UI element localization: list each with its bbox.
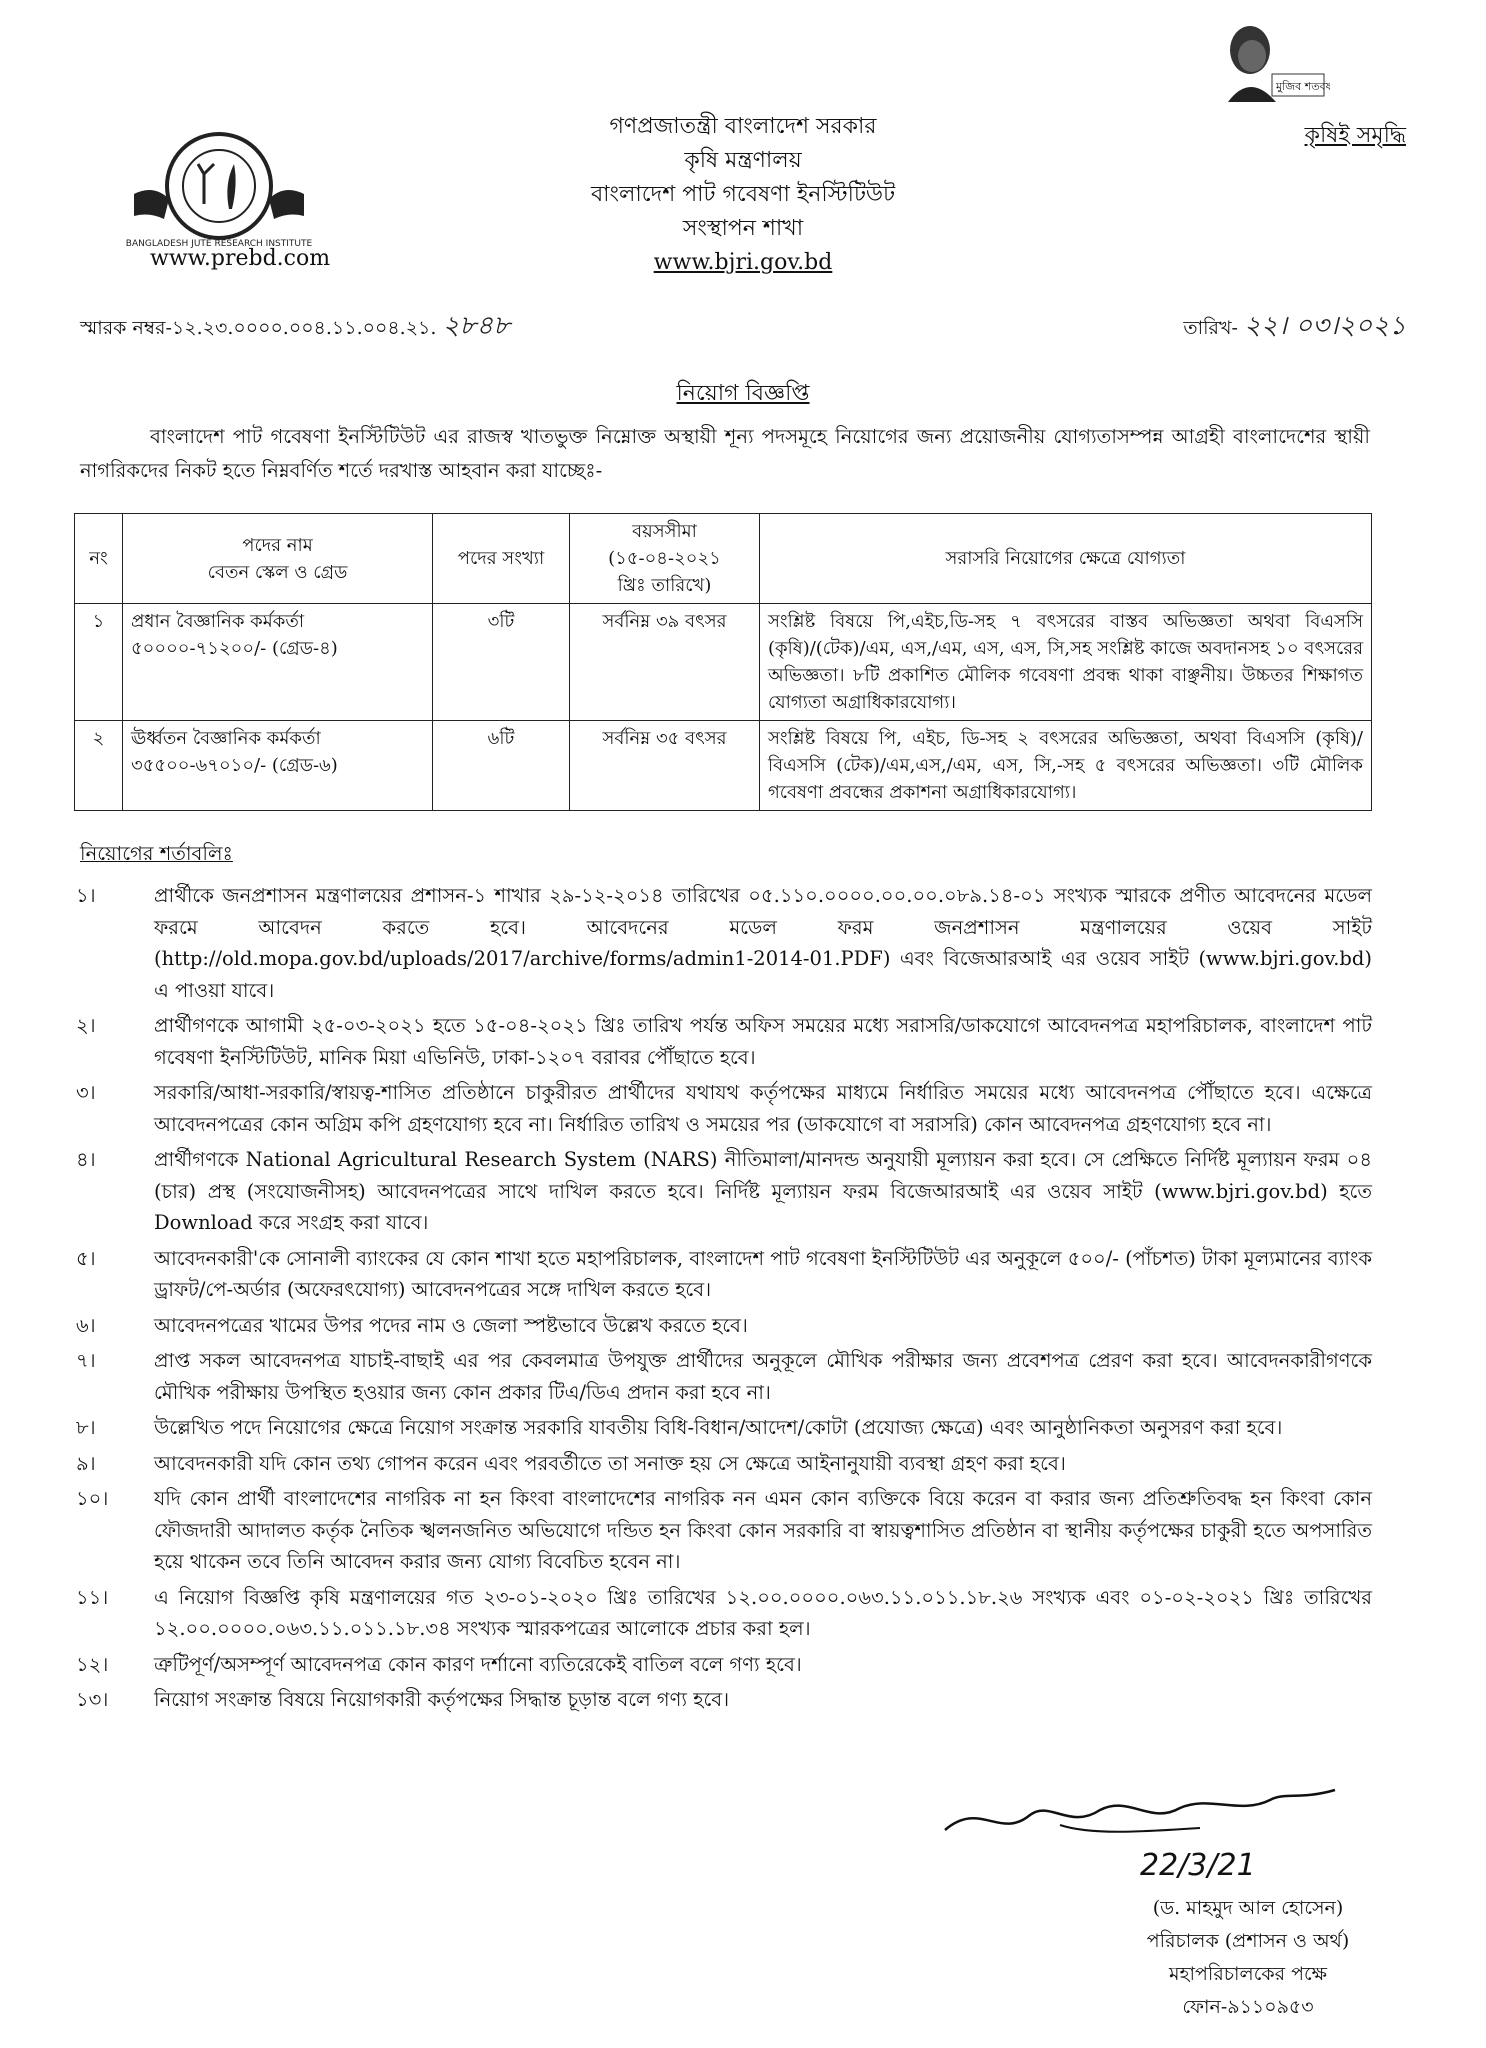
row-no: ২ xyxy=(75,721,123,811)
posts-table xyxy=(74,513,1372,811)
memo-number-text: স্মারক নম্বর-১২.২৩.০০০০.০০৪.১১.০০৪.২১. xyxy=(80,317,437,339)
term-item xyxy=(72,1144,1372,1239)
th-post-line1: পদের নাম xyxy=(242,534,313,556)
letterhead xyxy=(0,110,1486,280)
term-item xyxy=(72,1412,1372,1444)
term-number: ১৩। xyxy=(76,1688,109,1711)
date-label: তারিখ- xyxy=(1183,317,1238,339)
age-limit: সর্বনিম্ন ৩৯ বৎসর xyxy=(570,604,760,721)
signatory-designation: পরিচালক (প্রশাসন ও অর্থ) xyxy=(1146,1930,1350,1952)
term-text: ত্রুটিপূর্ণ/অসম্পূর্ণ আবেদনপত্র কোন কারণ দর্শানো ব্যতিরেকেই বাতিল বলে গণ্য হবে। xyxy=(154,1652,802,1676)
th-age-line1: বয়সসীমা xyxy=(632,521,697,542)
term-item xyxy=(72,1345,1372,1408)
term-number: ১। xyxy=(76,884,96,907)
term-text: প্রার্থীগণকে National Agricultural Research System (NARS) নীতিমালা/মানদন্ড অনুযায়ী মূল্যায়ন করা হবে। সে প্রেক্ষিতে নির্দিষ্ট মূল্যায়ন ফরম ০৪ (চার) প্রস্থ (সংযোজনীসহ) আবেদনপত্রের সাথে দাখিল করতে হবে। নির্দিষ্ট মূল্যায়ন ফরম বিজেআরআই এর ওয়েব সাইট (www.bjri.gov.bd) হতে Download করে সংগ্রহ করা যাবে। xyxy=(154,1148,1372,1234)
th-age-line2: (১৫-০৪-২০২১ xyxy=(608,548,721,569)
term-number: ৬। xyxy=(76,1313,96,1337)
post-name: প্রধান বৈজ্ঞানিক কর্মকর্তা xyxy=(131,611,305,632)
term-number: ৮। xyxy=(76,1416,96,1439)
signatory-name: (ড. মাহমুদ আল হোসেন) xyxy=(1152,1897,1344,1919)
ministry-line: কৃষি মন্ত্রণালয় xyxy=(684,148,802,173)
term-item xyxy=(72,1077,1372,1140)
term-text: নিয়োগ সংক্রান্ত বিষয়ে নিয়োগকারী কর্তৃপক্ষের সিদ্ধান্ত চূড়ান্ত বলে গণ্য হবে। xyxy=(154,1688,730,1711)
on-behalf: মহাপরিচালকের পক্ষে xyxy=(1168,1963,1328,1985)
term-text: প্রার্থীগণকে আগামী ২৫-০৩-২০২১ হতে ১৫-০৪-২০২১ খ্রিঃ তারিখ পর্যন্ত অফিস সময়ের মধ্যে সরাসরি/ডাকযোগে আবেদনপত্র মহাপরিচালক, বাংলাদেশ পাট গবেষণা ইনস্টিটিউট, মানিক মিয়া এভিনিউ, ঢাকা-১২০৭ বরাবর পৌঁছাতে হবে। xyxy=(154,1014,1372,1069)
institute-line: বাংলাদেশ পাট গবেষণা ইনস্টিটিউট xyxy=(590,182,896,207)
post-name: ঊর্ধ্বতন বৈজ্ঞানিক কর্মকর্তা xyxy=(131,728,321,749)
term-item xyxy=(72,880,1372,1006)
date-handwritten: ২২। ০৩।২০২১ xyxy=(1243,311,1406,341)
prebd-watermark: www.prebd.com xyxy=(150,246,331,271)
term-text: উল্লেখিত পদে নিয়োগের ক্ষেত্রে নিয়োগ সংক্রান্ত সরকারি যাবতীয় বিধি-বিধান/আদেশ/কোটা (প্রযোজ্য ক্ষেত্রে) এবং আনুষ্ঠানিকতা অনুসরণ করা হবে। xyxy=(154,1416,1283,1439)
term-item xyxy=(72,1243,1372,1306)
term-number: ৯। xyxy=(76,1451,96,1475)
qualification: সংশ্লিষ্ট বিষয়ে পি,এইচ,ডি-সহ ৭ বৎসরের বাস্তব অভিজ্ঞতা অথবা বিএসসি (কৃষি)/(টেক)/এম, এস,/এম, এস, এস, সি,সহ সংশ্লিষ্ট কাজে অবদানসহ ১০ বৎসরের অভিজ্ঞতা। ৮টি প্রকাশিত মৌলিক গবেষণা প্রবন্ধ থাকা বাঞ্ছনীয়। উচ্চতর শিক্ষাগত যোগ্যতা অগ্রাধিকারযোগ্য। xyxy=(760,604,1372,721)
th-age xyxy=(570,514,760,604)
row-post xyxy=(123,604,433,721)
term-text: প্রার্থীকে জনপ্রশাসন মন্ত্রণালয়ের প্রশাসন-১ শাখার ২৯-১২-২০১৪ তারিখের ০৫.১১০.০০০০.০০.০০.০৮৯.১৪-০১ সংখ্যক স্মারকে প্রণীত আবেদনের মডেল ফরমে আবেদন করতে হবে। আবেদনের মডেল ফরম জনপ্রশাসন মন্ত্রণালয়ের ওয়েব সাইট (http://old.mopa.gov.bd/uploads/2017/archive/forms/admin1-2014-01.PDF) এবং বিজেআরআই এর ওয়েব সাইট (www.bjri.gov.bd) এ পাওয়া যাবে। xyxy=(154,884,1372,1002)
th-post-line2: বেতন স্কেল ও গ্রেড xyxy=(207,561,348,583)
term-text: আবেদনকারী যদি কোন তথ্য গোপন করেন এবং পরবর্তীতে তা সনাক্ত হয় সে ক্ষেত্রে আইনানুযায়ী ব্যবস্থা গ্রহণ করা হবে। xyxy=(154,1451,1066,1475)
post-count: ৬টি xyxy=(433,721,570,811)
terms-list xyxy=(72,880,1372,1720)
handwritten-signature xyxy=(940,1770,1340,1894)
term-number: ২। xyxy=(76,1014,96,1037)
phone: ফোন-৯১১০৯৫৩ xyxy=(1182,1996,1314,2018)
term-item xyxy=(72,1483,1372,1578)
row-post xyxy=(123,721,433,811)
memo-date xyxy=(1183,305,1406,349)
qualification: সংশ্লিষ্ট বিষয়ে পি, এইচ, ডি-সহ ২ বৎসরের অভিজ্ঞতা, অথবা বিএসসি (কৃষি)/বিএসসি (টেক)/এম,এস,/এম, এস, সি,-সহ ৫ বৎসরের অভিজ্ঞতা। ৩টি মৌলিক গবেষণা প্রবন্ধের প্রকাশনা অগ্রাধিকারযোগ্য। xyxy=(760,721,1372,811)
term-item xyxy=(72,1684,1372,1716)
age-limit: সর্বনিম্ন ৩৫ বৎসর xyxy=(570,721,760,811)
term-text: আবেদনপত্রের খামের উপর পদের নাম ও জেলা স্পষ্টভাবে উল্লেখ করতে হবে। xyxy=(154,1313,748,1337)
term-number: ৩। xyxy=(76,1081,96,1104)
term-number: ১২। xyxy=(76,1652,109,1676)
slogan: কৃষিই সমৃদ্ধি xyxy=(1304,123,1406,148)
term-item xyxy=(72,1649,1372,1681)
term-number: ৭। xyxy=(76,1349,96,1372)
table-header-row xyxy=(75,514,1372,604)
term-item xyxy=(72,1010,1372,1073)
website-link[interactable]: www.bjri.gov.bd xyxy=(653,250,833,275)
term-text: প্রাপ্ত সকল আবেদনপত্র যাচাই-বাছাই এর পর কেবলমাত্র উপযুক্ত প্রার্থীদের অনুকূলে মৌখিক পরীক্ষার জন্য প্রবেশপত্র প্রেরণ করা হবে। আবেদনকারীগণকে মৌখিক পরীক্ষায় উপস্থিত হওয়ার জন্য কোন প্রকার টিএ/ডিএ প্রদান করা হবে না। xyxy=(154,1349,1372,1404)
term-item xyxy=(72,1448,1372,1480)
mujib-year-logo xyxy=(1220,22,1330,106)
th-qualification: সরাসরি নিয়োগের ক্ষেত্রে যোগ্যতা xyxy=(760,514,1372,604)
th-post xyxy=(123,514,433,604)
govt-line: গণপ্রজাতন্ত্রী বাংলাদেশ সরকার xyxy=(609,114,877,139)
term-item xyxy=(72,1582,1372,1645)
term-text: যদি কোন প্রার্থী বাংলাদেশের নাগরিক না হন কিংবা বাংলাদেশের নাগরিক নন এমন কোন ব্যক্তিকে বিয়ে করেন বা করার জন্য প্রতিশ্রুতিবদ্ধ হন কিংবা কোন ফৌজদারী আদালত কর্তৃক নৈতিক স্খলনজনিত অভিযোগে দন্ডিত হন কিংবা কোন সরকারি বা স্বায়ত্বশাসিত প্রতিষ্ঠান বা স্থানীয় কর্তৃপক্ষের চাকুরী হতে অপসারিত হয়ে থাকেন তবে তিনি আবেদন করার জন্য যোগ্য বিবেচিত হবেন না। xyxy=(154,1487,1372,1573)
term-item xyxy=(72,1310,1372,1342)
term-text: এ নিয়োগ বিজ্ঞপ্তি কৃষি মন্ত্রণালয়ের গত ২৩-০১-২০২০ খ্রিঃ তারিখের ১২.০০.০০০০.০৬৩.১১.০১১.১৮.২৬ সংখ্যক এবং ০১-০২-২০২১ খ্রিঃ তারিখের ১২.০০.০০০০.০৬৩.১১.০১১.১৮.৩৪ সংখ্যক স্মারকপত্রের আলোকে প্রচার করা হল। xyxy=(154,1585,1372,1640)
term-number: ৫। xyxy=(76,1246,96,1270)
th-count: পদের সংখ্যা xyxy=(433,514,570,604)
memo-number xyxy=(80,305,510,349)
th-no: নং xyxy=(75,514,123,604)
pay-scale: ৫০০০০-৭১২০০/- (গ্রেড-৪) xyxy=(131,638,338,659)
terms-heading: নিয়োগের শর্তাবলিঃ xyxy=(80,842,233,865)
term-text: সরকারি/আধা-সরকারি/স্বায়ত্ব-শাসিত প্রতিষ্ঠানে চাকুরীরত প্রার্থীদের যথাযথ কর্তৃপক্ষের মাধ্যমে নির্ধারিত সময়ের মধ্যে আবেদনপত্র পৌঁছাতে হবে। এক্ষেত্রে আবেদনপত্রের কোন অগ্রিম কপি গ্রহণযোগ্য হবে না। নির্ধারিত তারিখ ও সময়ের পর (ডাকযোগে বা সরাসরি) কোন আবেদনপত্র গ্রহণযোগ্য হবে না। xyxy=(154,1081,1372,1136)
branch-line: সংস্থাপন শাখা xyxy=(682,216,804,241)
emblem-text: BANGLADESH JUTE RESEARCH INSTITUTE xyxy=(125,239,313,249)
mujib-logo-text: মুজিব শতবর্ষ xyxy=(1276,80,1330,93)
notice-title: নিয়োগ বিজ্ঞপ্তি xyxy=(676,381,810,406)
pay-scale: ৩৫৫০০-৬৭০১০/- (গ্রেড-৬) xyxy=(131,755,338,776)
table-row xyxy=(75,721,1372,811)
signature-block xyxy=(1098,1892,1398,2024)
memo-number-handwritten: ২৮৪৮ xyxy=(442,311,510,341)
th-age-line3: খ্রিঃ তারিখে) xyxy=(617,575,712,596)
signature-date: 22/3/21 xyxy=(1140,1848,1256,1883)
intro-paragraph: বাংলাদেশ পাট গবেষণা ইনস্টিটিউট এর রাজস্ব খাতভুক্ত নিম্নোক্ত অস্থায়ী শূন্য পদসমূহে নিয়োগের জন্য প্রয়োজনীয় যোগ্যতাসম্পন্ন আগ্রহী বাংলাদেশের স্থায়ী নাগরিকদের নিকট হতে নিম্নবর্ণিত শর্তে দরখাস্ত আহবান করা যাচ্ছেঃ- xyxy=(80,425,1370,482)
table-row xyxy=(75,604,1372,721)
term-number: ১০। xyxy=(76,1487,109,1510)
row-no: ১ xyxy=(75,604,123,721)
term-number: ৪। xyxy=(76,1148,96,1171)
post-count: ৩টি xyxy=(433,604,570,721)
term-text: আবেদনকারী'কে সোনালী ব্যাংকের যে কোন শাখা হতে মহাপরিচালক, বাংলাদেশ পাট গবেষণা ইনস্টিটিউট এর অনুকূলে ৫০০/- (পাঁচশত) টাকা মূল্যমানের ব্যাংক ড্রাফট/পে-অর্ডার (অফেরৎযোগ্য) আবেদনপত্রের সঙ্গে দাখিল করতে হবে। xyxy=(154,1246,1372,1301)
term-number: ১১। xyxy=(76,1585,109,1609)
